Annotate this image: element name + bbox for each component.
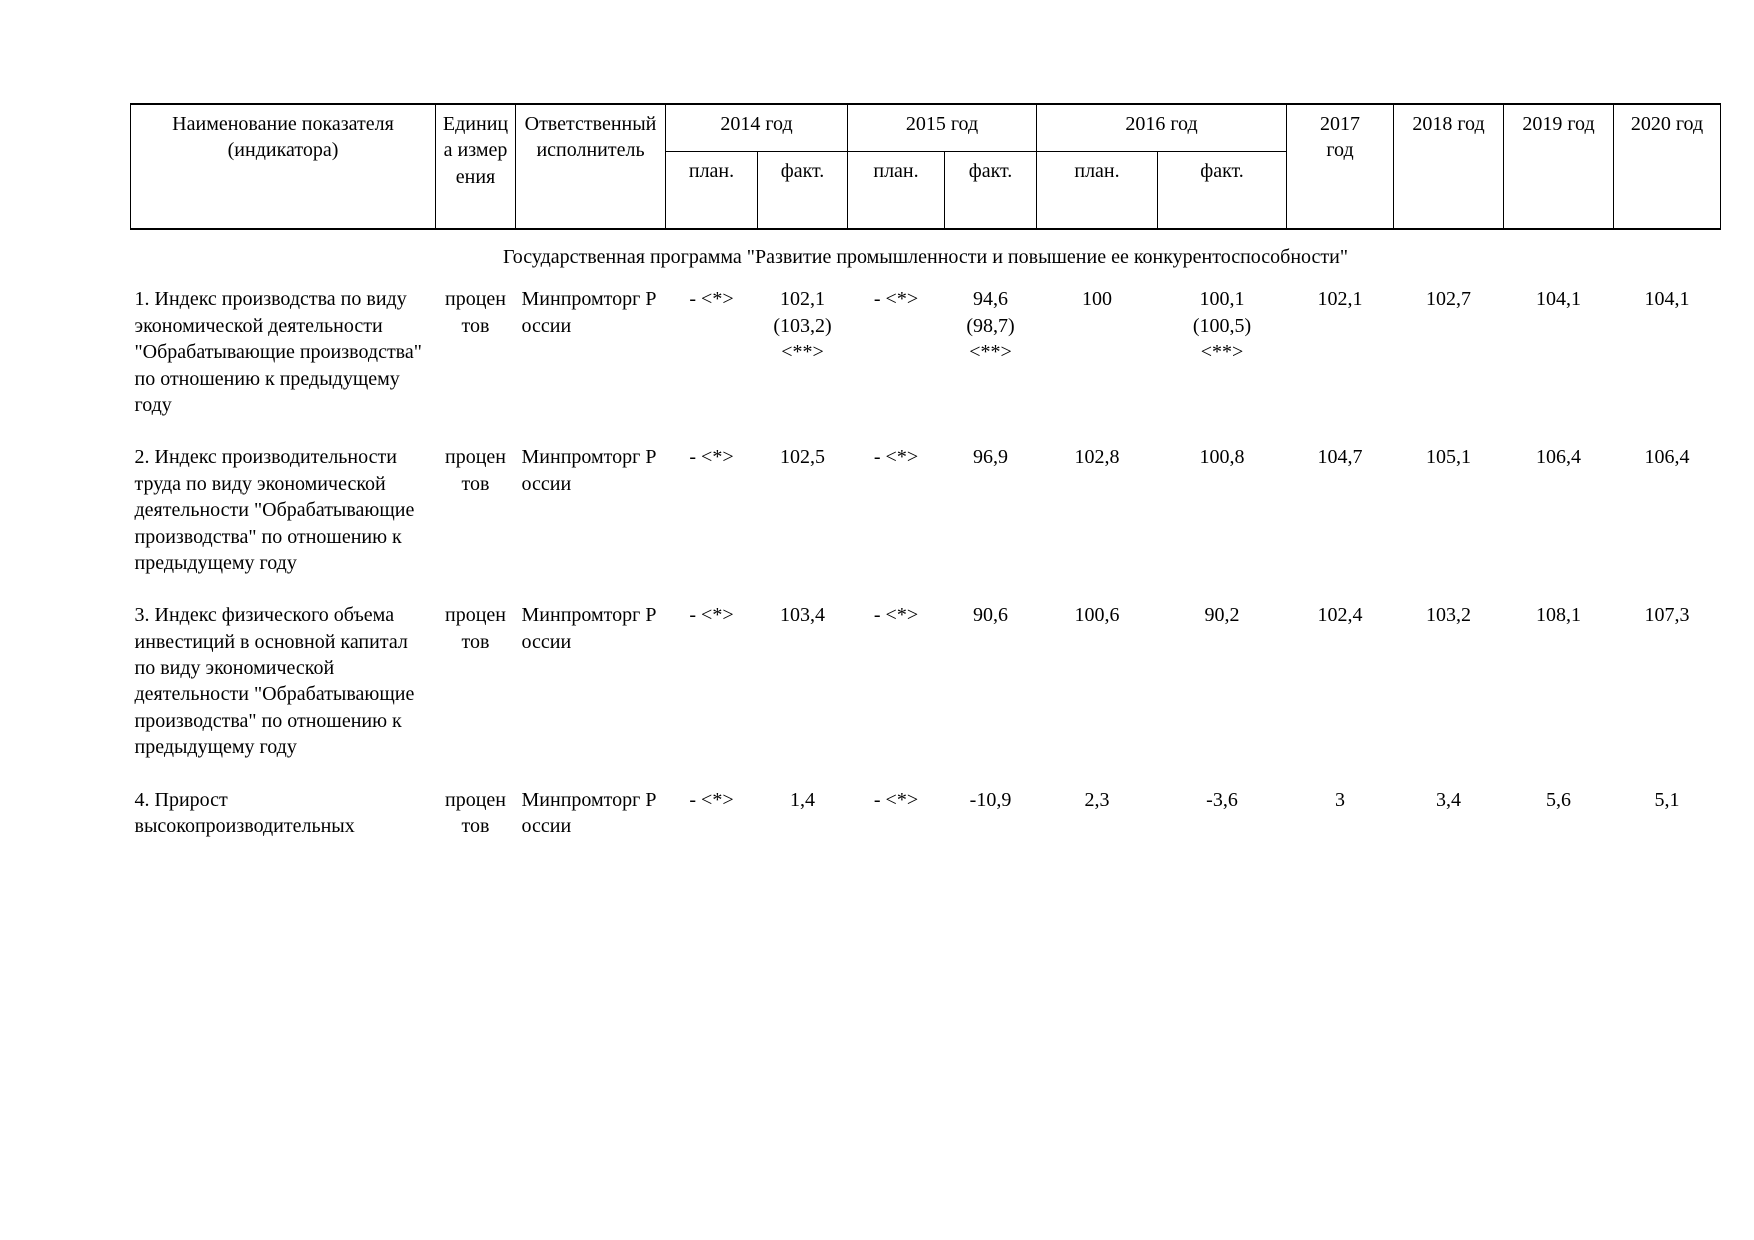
cell-2014-fact: 102,5 [780,446,825,469]
cell-2018: 3,4 [1436,788,1461,811]
header-year-2019-cell: 2019 год [1504,104,1614,229]
cell-2014-fact: 102,1 (103,2) <**> [773,288,832,364]
row-name: 2. Индекс производительности труда по виду экономической деятельности "Обрабатывающие производства" по отношению к предыдущему году [134,446,415,574]
row-unit: процентов [445,604,506,653]
header-plan-2015-cell: план. [848,151,945,229]
cell-2017: 102,1 [1317,288,1363,311]
header-year-2016-cell: 2016 год [1037,104,1287,151]
cell-2019: 108,1 [1536,604,1581,627]
table-header [131,104,1721,229]
cell-2016-fact: -3,6 [1206,788,1238,811]
header-fact-2014-cell: факт. [758,151,848,229]
cell-2019: 106,4 [1536,446,1581,469]
cell-2018: 102,7 [1426,288,1471,311]
row-executor: Минпромторг России [521,288,657,337]
cell-2019: 104,1 [1536,288,1581,311]
header-year-2018-cell: 2018 год [1394,104,1504,229]
cell-2019: 5,6 [1546,788,1571,811]
cell-2020: 104,1 [1644,288,1690,311]
cell-2014-fact: 1,4 [790,788,815,811]
cell-2016-fact: 100,8 [1199,446,1245,469]
cell-2016-plan: 100 [1082,288,1112,311]
row-executor: Минпромторг России [521,446,657,495]
cell-2014-plan: - <*> [689,446,734,469]
header-year-2020-cell: 2020 год [1614,104,1721,229]
row-name: 1. Индекс производства по виду экономической деятельности "Обрабатывающие производства" по отношению к предыдущему году [134,288,422,416]
header-fact-2015-cell: факт. [945,151,1037,229]
row-unit: процентов [445,288,506,337]
header-indicator-cell: Наименование показателя (индикатора) [131,104,436,229]
cell-2020: 106,4 [1644,446,1690,469]
header-year-2014-cell: 2014 год [666,104,848,151]
cell-2020: 107,3 [1644,604,1690,627]
cell-2015-plan: - <*> [873,788,919,811]
cell-2017: 102,4 [1317,604,1363,627]
cell-2017: 3 [1335,788,1345,811]
cell-2015-fact: 96,9 [973,446,1008,469]
table-body [131,229,1721,865]
header-unit-cell: Единица измерения [436,104,516,229]
cell-2015-plan: - <*> [873,288,919,311]
cell-2018: 105,1 [1426,446,1471,469]
cell-2015-fact: -10,9 [969,788,1012,811]
cell-2020: 5,1 [1654,788,1680,811]
header-year-2017-cell: 2017 год [1287,104,1394,229]
cell-2016-fact: 90,2 [1204,604,1240,627]
cell-2017: 104,7 [1317,446,1363,469]
cell-2016-fact: 100,1 (100,5) <**> [1192,288,1252,364]
indicator-row-4 [131,787,1721,866]
row-unit: процентов [445,446,506,495]
header-executor-cell: Ответственный исполнитель [516,104,666,229]
cell-2014-plan: - <*> [689,604,734,627]
indicators-table [130,103,1721,865]
row-unit: процентов [445,788,506,838]
row-executor: Минпромторг России [521,604,657,653]
header-fact-2016-cell: факт. [1158,151,1287,229]
cell-2016-plan: 100,6 [1074,604,1120,627]
program-title-row [131,229,1721,286]
cell-2015-fact: 90,6 [973,604,1008,627]
header-plan-2014-cell: план. [666,151,758,229]
cell-2014-fact: 103,4 [780,604,825,627]
header-plan-2016-cell: план. [1037,151,1158,229]
cell-2015-plan: - <*> [873,446,919,469]
cell-2015-plan: - <*> [873,604,919,627]
cell-2014-plan: - <*> [689,788,734,811]
row-name: 3. Индекс физического объема инвестиций в основной капитал по виду экономической деятельности "Обрабатывающие производства" по отношению к предыдущему году [134,604,415,759]
cell-2016-plan: 102,8 [1074,446,1120,469]
cell-2014-plan: - <*> [689,288,734,311]
program-title: Государственная программа "Развитие промышленности и повышение ее конкурентоспособности" [502,246,1349,268]
header-year-2015-cell: 2015 год [848,104,1037,151]
row-executor: Минпромторг России [521,788,657,838]
indicator-row-2 [131,444,1721,602]
cell-2015-fact: 94,6 (98,7) <**> [966,288,1015,364]
indicator-row-1 [131,286,1721,444]
row-name: 4. Прирост высокопроизводительных [134,788,355,838]
indicator-row-3 [131,602,1721,786]
cell-2016-plan: 2,3 [1084,788,1110,811]
cell-2018: 103,2 [1426,604,1471,627]
